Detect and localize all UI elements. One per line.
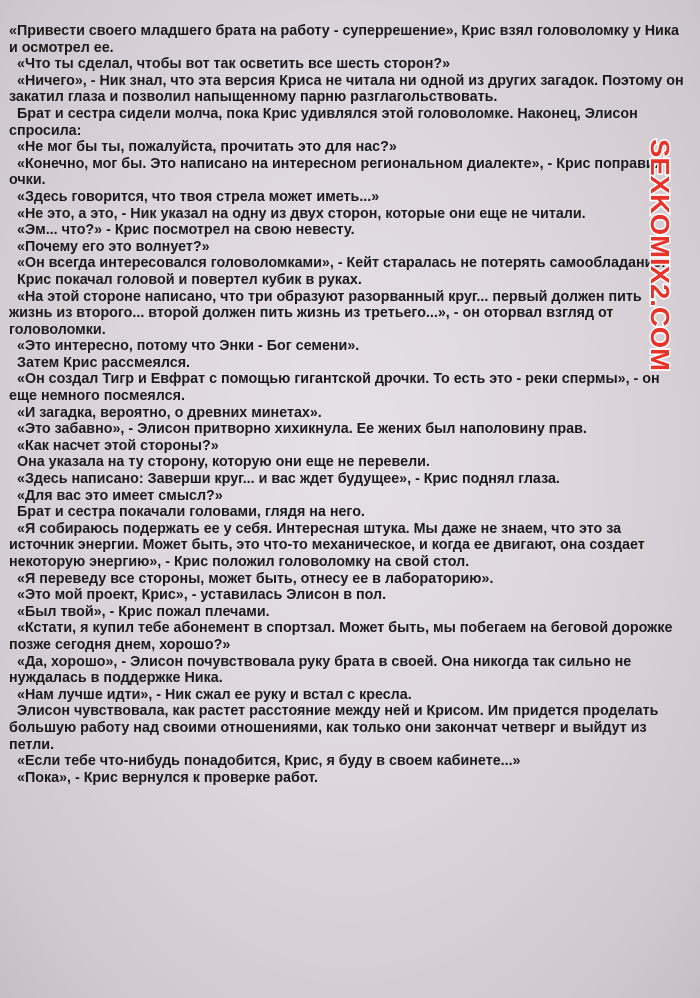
paragraph: «Здесь говорится, что твоя стрела может иметь...»: [17, 188, 380, 205]
paragraph: «Я собираюсь подержать ее у себя. Интересная штука. Мы даже не знаем, что это за источник энергии. Может быть, это что-то механическое, и когда ее двигают, она создает некоторую энергию», - Крис положил головоломку на свой стол.: [9, 520, 645, 570]
paragraph: «Для вас это имеет смысл?»: [17, 487, 223, 504]
paragraph: Элисон чувствовала, как растет расстояние между ней и Крисом. Им придется проделать большую работу над своими отношениями, как только они закончат четверг и выйдут из петли.: [9, 703, 659, 753]
paragraph: «И загадка, вероятно, о древних минетах».: [17, 404, 322, 421]
paragraph: «Почему его это волнует?»: [17, 238, 210, 255]
paragraph: Брат и сестра покачали головами, глядя на него.: [17, 504, 365, 521]
paragraph: «Как насчет этой стороны?»: [17, 437, 219, 454]
paragraph: Она указала на ту сторону, которую они еще не перевели.: [17, 454, 430, 471]
paragraph: «Это забавно», - Элисон притворно хихикнула. Ее жених был наполовину прав.: [17, 421, 587, 438]
paragraph: «Он всегда интересовался головоломками», - Кейт старалась не потерять самообладание.: [17, 255, 666, 272]
watermark-logo: [638, 135, 678, 375]
paragraph: «Здесь написано: Заверши круг... и вас ждет будущее», - Крис поднял глаза.: [17, 471, 560, 488]
paragraph: «Это мой проект, Крис», - уставилась Элисон в пол.: [17, 587, 387, 604]
paragraph: «На этой стороне написано, что три образуют разорванный круг... первый должен пить жизнь из второго... второй должен пить жизнь из третьего...», - он оторвал взгляд от головоломки.: [9, 288, 642, 338]
watermark-text: SEXKOMIX2.COM: [645, 139, 676, 359]
paragraph: «Кстати, я купил тебе абонемент в спортзал. Может быть, мы побегаем на беговой дорожке позже сегодня днем, хорошо?»: [9, 620, 673, 653]
paragraph: «Он создал Тигр и Евфрат с помощью гигантской дрочки. То есть это - реки спермы», - он еще немного посмеялся.: [9, 371, 660, 405]
paragraph: «Не это, а это, - Ник указал на одну из двух сторон, которые они еще не читали.: [17, 205, 586, 222]
paragraph: «Привести своего младшего брата на работу - суперрешение», Крис взял головоломку у Ника и осмотрел ее.: [9, 23, 679, 56]
paragraph: «Нам лучше идти», - Ник сжал ее руку и встал с кресла.: [17, 686, 412, 703]
paragraph: «Что ты сделал, чтобы вот так осветить все шесть сторон?»: [17, 56, 451, 73]
story-text: [9, 23, 689, 786]
paragraph: Затем Крис рассмеялся.: [17, 354, 191, 371]
paragraph: «Я переведу все стороны, может быть, отнесу ее в лабораторию».: [17, 570, 494, 587]
paragraph: «Не мог бы ты, пожалуйста, прочитать это для нас?»: [17, 139, 397, 156]
paragraph: Крис покачал головой и повертел кубик в руках.: [17, 271, 362, 288]
paragraph: «Пока», - Крис вернулся к проверке работ.: [17, 769, 318, 786]
paragraph: «Да, хорошо», - Элисон почувствовала руку брата в своей. Она никогда так сильно не нуждалась в поддержке Ника.: [9, 653, 632, 687]
paragraph: Брат и сестра сидели молча, пока Крис удивлялся этой головоломке. Наконец, Элисон спросила:: [9, 105, 638, 139]
paragraph: «Был твой», - Крис пожал плечами.: [17, 603, 270, 620]
paragraph: «Это интересно, потому что Энки - Бог семени».: [17, 338, 360, 355]
paragraph: «Конечно, мог бы. Это написано на интересном региональном диалекте», - Крис поправил очки.: [9, 155, 664, 189]
paragraph: «Эм... что?» - Крис посмотрел на свою невесту.: [17, 222, 355, 239]
paragraph: «Если тебе что-нибудь понадобится, Крис, я буду в своем кабинете...»: [17, 753, 521, 770]
paragraph: «Ничего», - Ник знал, что эта версия Криса не читала ни одной из других загадок. Поэтому он закатил глаза и позволил напыщенному парню разглагольствовать.: [9, 72, 684, 106]
